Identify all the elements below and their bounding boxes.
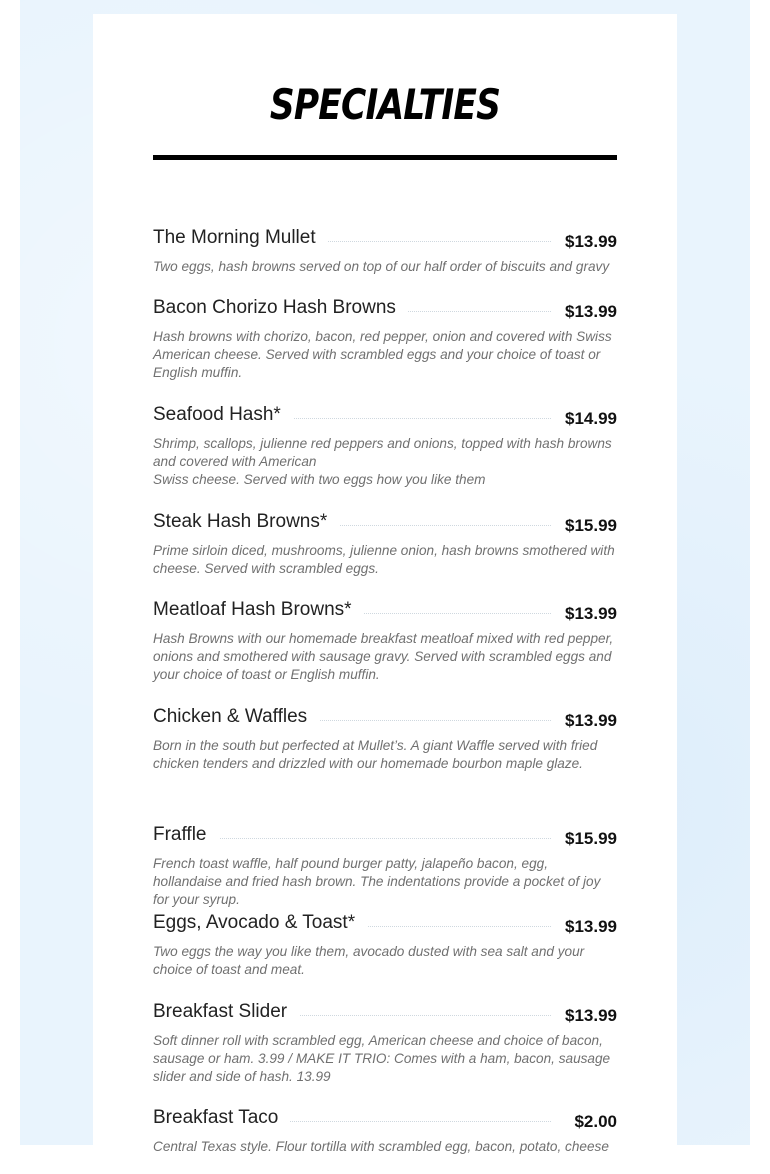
menu-item-price: $15.99 bbox=[565, 829, 617, 848]
menu-item-description: Shrimp, scallops, julienne red peppers and onions, topped with hash browns and covered with American Swiss cheese. Served with two eggs how you like them bbox=[153, 436, 612, 488]
menu-item-name: Bacon Chorizo Hash Browns bbox=[153, 296, 408, 320]
menu-item-price: $13.99 bbox=[565, 711, 617, 730]
menu-item-header bbox=[153, 705, 617, 731]
page-title: SPECIALTIES bbox=[269, 80, 501, 129]
menu-item-price: $2.00 bbox=[574, 1112, 617, 1131]
menu-item-header bbox=[153, 823, 617, 849]
menu-item-header bbox=[153, 598, 617, 624]
menu-item-price: $13.99 bbox=[565, 1006, 617, 1025]
menu-item-name: Chicken & Waffles bbox=[153, 705, 319, 729]
menu-item bbox=[153, 598, 617, 685]
menu-item-name: Steak Hash Browns* bbox=[153, 510, 339, 534]
menu-item bbox=[153, 1000, 617, 1087]
menu-item-price: $13.99 bbox=[565, 917, 617, 936]
menu-item-name: Meatloaf Hash Browns* bbox=[153, 598, 364, 622]
menu-card bbox=[93, 14, 677, 1174]
menu-item-price: $13.99 bbox=[565, 302, 617, 321]
menu-item-description: Soft dinner roll with scrambled egg, American cheese and choice of bacon, sausage or ham. 3.99 / MAKE IT TRIO: Comes with a ham, bacon, sausage slider and side of hash. 13.99 bbox=[153, 1033, 611, 1085]
menu-item-description: Two eggs, hash browns served on top of our half order of biscuits and gravy bbox=[153, 259, 610, 274]
menu-item-price: $15.99 bbox=[565, 516, 617, 535]
menu-item-header bbox=[153, 911, 617, 937]
menu-item-header bbox=[153, 510, 617, 536]
menu-item-description: Central Texas style. Flour tortilla with scrambled egg, bacon, potato, cheese bbox=[153, 1139, 609, 1154]
menu-item-description: Two eggs the way you like them, avocado dusted with sea salt and your choice of toast and meat. bbox=[153, 944, 585, 978]
menu-item-header bbox=[153, 226, 617, 252]
menu-item-name: Fraffle bbox=[153, 823, 219, 847]
menu-item-description: French toast waffle, half pound burger patty, jalapeño bacon, egg, hollandaise and fried hash brown. The indentations provide a pocket of joy for your syrup. bbox=[153, 856, 601, 908]
menu-item bbox=[153, 510, 617, 578]
menu-item-header bbox=[153, 1000, 617, 1026]
menu-item bbox=[153, 296, 617, 383]
menu-item-price: $13.99 bbox=[565, 604, 617, 623]
menu-item bbox=[153, 705, 617, 773]
menu-item-name: Breakfast Taco bbox=[153, 1106, 290, 1130]
menu-item bbox=[153, 823, 617, 910]
menu-item-name: The Morning Mullet bbox=[153, 226, 328, 250]
menu-item-description: Hash Browns with our homemade breakfast meatloaf mixed with red pepper, onions and smothered with sausage gravy. Served with scrambled eggs and your choice of toast or English muffin. bbox=[153, 631, 614, 683]
menu-item-header bbox=[153, 296, 617, 322]
menu-item bbox=[153, 403, 617, 490]
menu-item-price: $14.99 bbox=[565, 409, 617, 428]
menu-item bbox=[153, 911, 617, 979]
menu-item-name: Eggs, Avocado & Toast* bbox=[153, 911, 367, 935]
menu-item-description: Hash browns with chorizo, bacon, red pepper, onion and covered with Swiss American cheese. Served with scrambled eggs and your choice of toast or English muffin. bbox=[153, 329, 612, 381]
menu-item-price: $13.99 bbox=[565, 232, 617, 251]
menu-item-name: Breakfast Slider bbox=[153, 1000, 299, 1024]
menu-item-name: Seafood Hash* bbox=[153, 403, 293, 427]
menu-item bbox=[153, 1106, 617, 1156]
menu-item-description: Prime sirloin diced, mushrooms, julienne onion, hash browns smothered with cheese. Served with scrambled eggs. bbox=[153, 543, 615, 577]
menu-item bbox=[153, 226, 617, 276]
menu-item-description: Born in the south but perfected at Mullet’s. A giant Waffle served with fried chicken tenders and drizzled with our homemade bourbon maple glaze. bbox=[153, 738, 598, 772]
menu-item-header bbox=[153, 1106, 617, 1132]
menu-item-header bbox=[153, 403, 617, 429]
title-divider bbox=[153, 155, 617, 160]
